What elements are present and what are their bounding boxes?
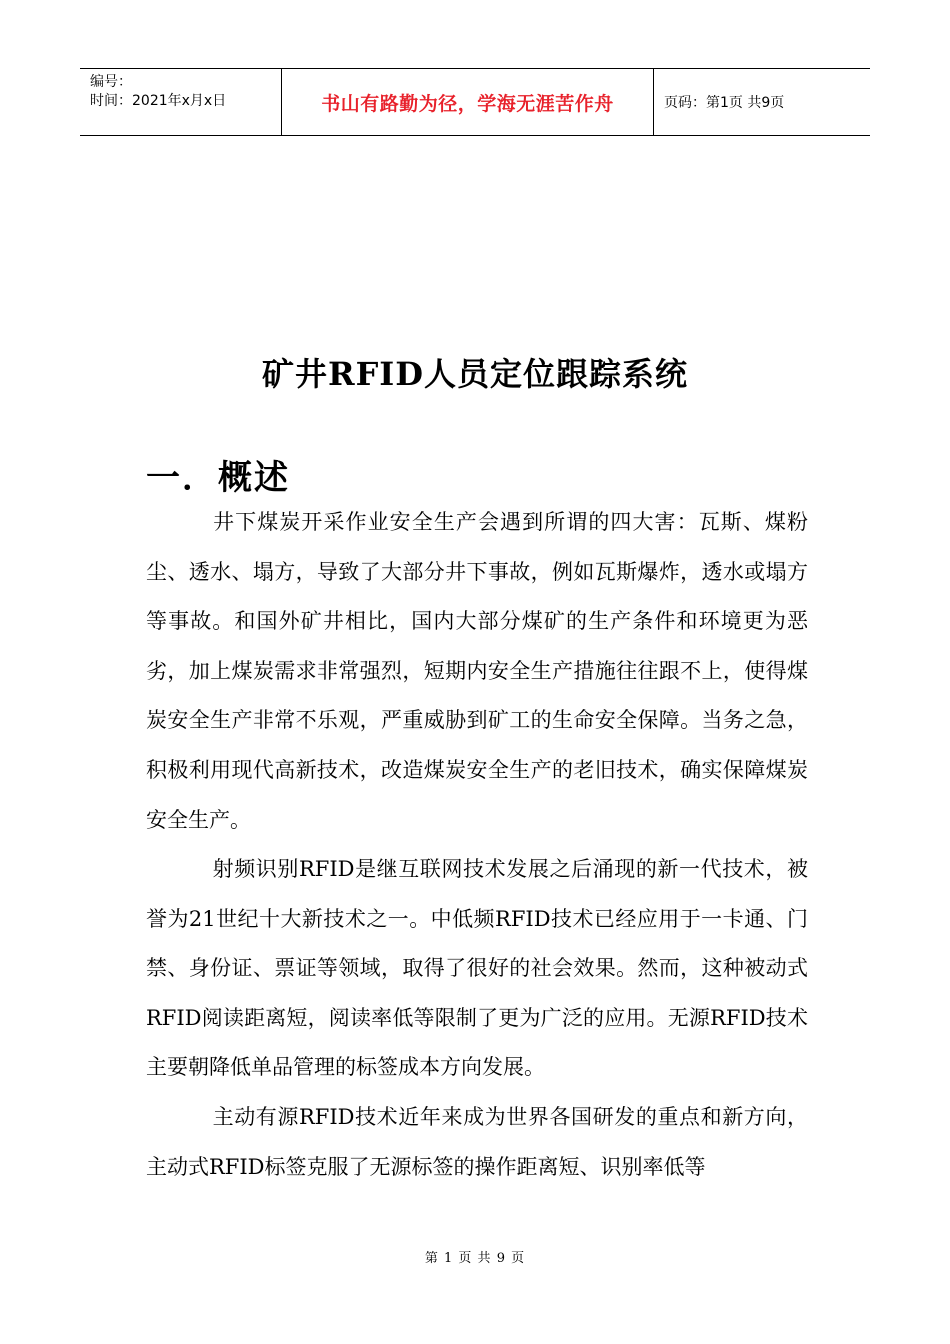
header-meta-cell	[80, 69, 282, 135]
header-page-info: 页码：第1页 共9页	[664, 95, 785, 111]
document-title: 矿井RFID人员定位跟踪系统	[261, 355, 689, 393]
paragraph	[146, 1093, 808, 1192]
header-motto: 书山有路勤为径，学海无涯苦作舟	[282, 69, 654, 135]
document-number-label: 编号：	[90, 74, 132, 90]
page-footer: 第 1 页 共 9 页	[424, 1251, 526, 1266]
paragraph	[146, 845, 808, 1093]
paragraph-text: 井下煤炭开采作业安全生产会遇到所谓的四大害：瓦斯、煤粉尘、透水、塌方，导致了大部分井下事故，例如瓦斯爆炸，透水或塌方等事故。和国外矿井相比，国内大部分煤矿的生产条件和环境更为恶劣，加上煤炭需求非常强烈，短期内安全生产措施往往跟不上，使得煤炭安全生产非常不乐观，严重威胁到矿工的生命安全保障。当务之急，积极利用现代高新技术，改造煤炭安全生产的老旧技术，确实保障煤炭安全生产。	[146, 510, 808, 832]
paragraph-text: 主动有源RFID技术近年来成为世界各国研发的重点和新方向，主动式RFID标签克服了无源标签的操作距离短、识别率低等	[146, 1105, 808, 1179]
paragraph	[146, 498, 808, 845]
page-header	[80, 68, 870, 136]
paragraph-text: 射频识别RFID是继互联网技术发展之后涌现的新一代技术，被誉为21世纪十大新技术之一。中低频RFID技术已经应用于一卡通、门禁、身份证、票证等领域，取得了很好的社会效果。然而，这种被动式RFID阅读距离短，阅读率低等限制了更为广泛的应用。无源RFID技术主要朝降低单品管理的标签成本方向发展。	[146, 857, 808, 1080]
document-date-label: 时间：2021年x月x日	[90, 93, 227, 109]
section-heading: 一．概述	[146, 458, 290, 498]
